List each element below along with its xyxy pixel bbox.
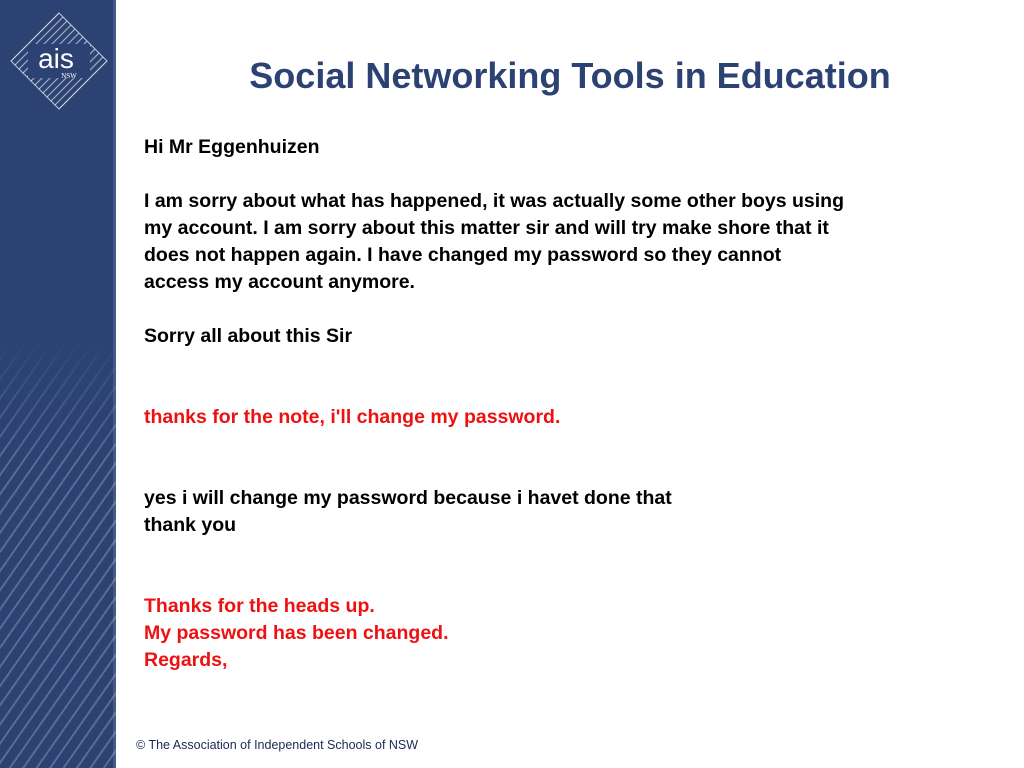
reply-2-line-2: thank you [144, 514, 237, 536]
copyright-footer: © The Association of Independent Schools of NSW [136, 738, 419, 752]
reply-1: thanks for the note, i'll change my password. [144, 406, 561, 428]
apology-line-1: I am sorry about what has happened, it was actually some other boys using [144, 190, 845, 212]
spacer [144, 539, 974, 593]
logo-text: ais [38, 43, 74, 74]
sidebar-edge [113, 0, 116, 768]
greeting-line: Hi Mr Eggenhuizen [144, 136, 320, 158]
spacer [144, 350, 974, 404]
slide-title: Social Networking Tools in Education [249, 55, 891, 96]
ais-logo [10, 12, 108, 110]
apology-closing: Sorry all about this Sir [144, 325, 353, 347]
reply-3-line-1: Thanks for the heads up. [144, 595, 375, 617]
reply-3-line-3: Regards, [144, 649, 228, 671]
spacer [144, 161, 974, 188]
apology-line-2: my account. I am sorry about this matter sir and will try make shore that it [144, 217, 829, 239]
reply-3-line-2: My password has been changed. [144, 622, 449, 644]
apology-line-3: does not happen again. I have changed my password so they cannot [144, 244, 782, 266]
apology-line-4: access my account anymore. [144, 271, 415, 293]
sidebar-stripes-fade [0, 340, 116, 460]
message-thread [144, 134, 974, 674]
spacer [144, 296, 974, 323]
spacer [144, 431, 974, 485]
reply-2-line-1: yes i will change my password because i havet done that [144, 487, 672, 509]
sidebar-panel [0, 0, 116, 768]
logo-subtext: NSW [61, 72, 77, 80]
